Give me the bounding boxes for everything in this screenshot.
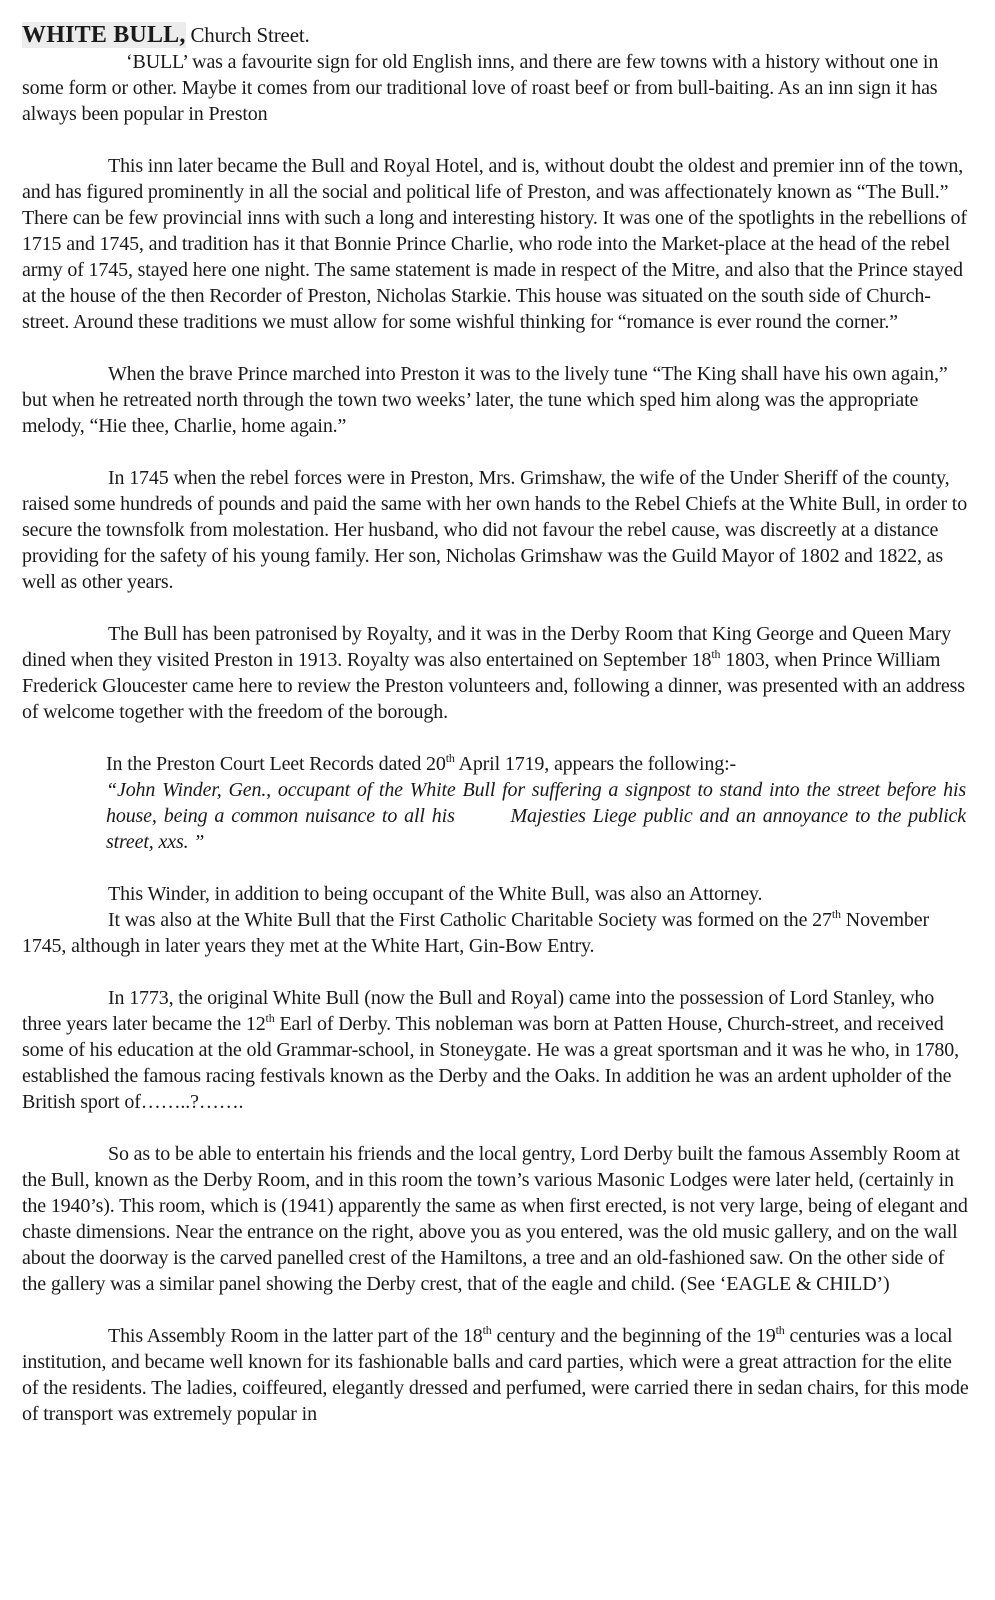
record-intro: In the Preston Court Leet Records dated 20th April 1719, appears the following:- bbox=[106, 751, 736, 775]
paragraph-prince-tune: When the brave Prince marched into Preston it was to the lively tune “The King shall have his own again,” but when he retreated north through the town two weeks’ later, the tune which sped him along was the appropriate melody, “Hie thee, Charlie, home again.” bbox=[22, 363, 948, 437]
inn-title: WHITE BULL, bbox=[22, 22, 186, 48]
intro-paragraph: ‘BULL’ was a favourite sign for old English inns, and there are few towns with a history without one in some form or other. Maybe it comes from our traditional love of roast beef or from bull-baiting. As an inn sign it has always been popular in Preston bbox=[22, 51, 939, 125]
paragraph-royalty: The Bull has been patronised by Royalty, and it was in the Derby Room that King George and Queen Mary dined when they visited Preston in 1913. Royalty was also entertained on September 18th 1803, when Prince William Frederick Gloucester came here to review the Preston volunteers and, following a dinner, was presented with an address of welcome together with the freedom of the borough. bbox=[22, 623, 965, 723]
paragraph-lord-stanley: In 1773, the original White Bull (now the Bull and Royal) came into the possession of Lord Stanley, who three years later became the 12th Earl of Derby. This nobleman was born at Patten House, Church-street, and received some of his education at the old Grammar-school, in Stoneygate. He was a great sportsman and it was he who, in 1780, established the famous racing festivals known as the Derby and the Oaks. In addition he was an ardent upholder of the British sport of……..?……. bbox=[22, 987, 959, 1113]
paragraph-assembly-room: So as to be able to entertain his friends and the local gentry, Lord Derby built the famous Assembly Room at the Bull, known as the Derby Room, and in this room the town’s various Masonic Lodges were later held, (certainly in the 1940’s). This room, which is (1941) apparently the same as when first erected, is not very large, being of elegant and chaste dimensions. Near the entrance on the right, above you as you entered, was the old music gallery, and on the wall about the doorway is the carved panelled crest of the Hamiltons, a tree and an old-fashioned saw. On the other side of the gallery was a similar panel showing the Derby crest, that of the eagle and child. (See ‘EAGLE & CHILD’) bbox=[22, 1143, 968, 1295]
heading bbox=[22, 22, 972, 49]
record-quote: “John Winder, Gen., occupant of the White Bull for suffering a signpost to stand into the street before his house, being a common nuisance to all his Majesties Liege public and an annoyance to the publick street, xxs. ” bbox=[106, 779, 971, 853]
court-leet-record bbox=[106, 751, 971, 855]
paragraph-history: This inn later became the Bull and Royal Hotel, and is, without doubt the oldest and premier inn of the town, and has figured prominently in all the social and political life of Preston, and was affectionately known as “The Bull.” There can be few provincial inns with such a long and interesting history. It was one of the spotlights in the rebellions of 1715 and 1745, and tradition has it that Bonnie Prince Charlie, who rode into the Market-place at the head of the rebel army of 1745, stayed here one night. The same statement is made in respect of the Mitre, and also that the Prince stayed at the house of the then Recorder of Preston, Nicholas Starkie. This house was situated on the south side of Church-street. Around these traditions we must allow for some wishful thinking for “romance is ever round the corner.” bbox=[22, 155, 967, 333]
paragraph-balls: This Assembly Room in the latter part of the 18th century and the beginning of the 19th centuries was a local institution, and became well known for its fashionable balls and card parties, which were a great attraction for the elite of the residents. The ladies, coiffeured, elegantly dressed and perfumed, were carried there in sedan chairs, for this mode of transport was extremely popular in bbox=[22, 1323, 969, 1425]
inn-street: Church Street. bbox=[190, 23, 310, 47]
paragraph-winder: This Winder, in addition to being occupant of the White Bull, was also an Attorney. bbox=[108, 883, 763, 905]
document-page bbox=[22, 22, 972, 1427]
paragraph-catholic-society: It was also at the White Bull that the First Catholic Charitable Society was formed on the 27th November 1745, although in later years they met at the White Hart, Gin-Bow Entry. bbox=[22, 907, 929, 957]
paragraph-grimshaw: In 1745 when the rebel forces were in Preston, Mrs. Grimshaw, the wife of the Under Sheriff of the county, raised some hundreds of pounds and paid the same with her own hands to the Rebel Chiefs at the White Bull, in order to secure the townsfolk from molestation. Her husband, who did not favour the rebel cause, was discreetly at a distance providing for the safety of his young family. Her son, Nicholas Grimshaw was the Guild Mayor of 1802 and 1822, as well as other years. bbox=[22, 467, 968, 593]
